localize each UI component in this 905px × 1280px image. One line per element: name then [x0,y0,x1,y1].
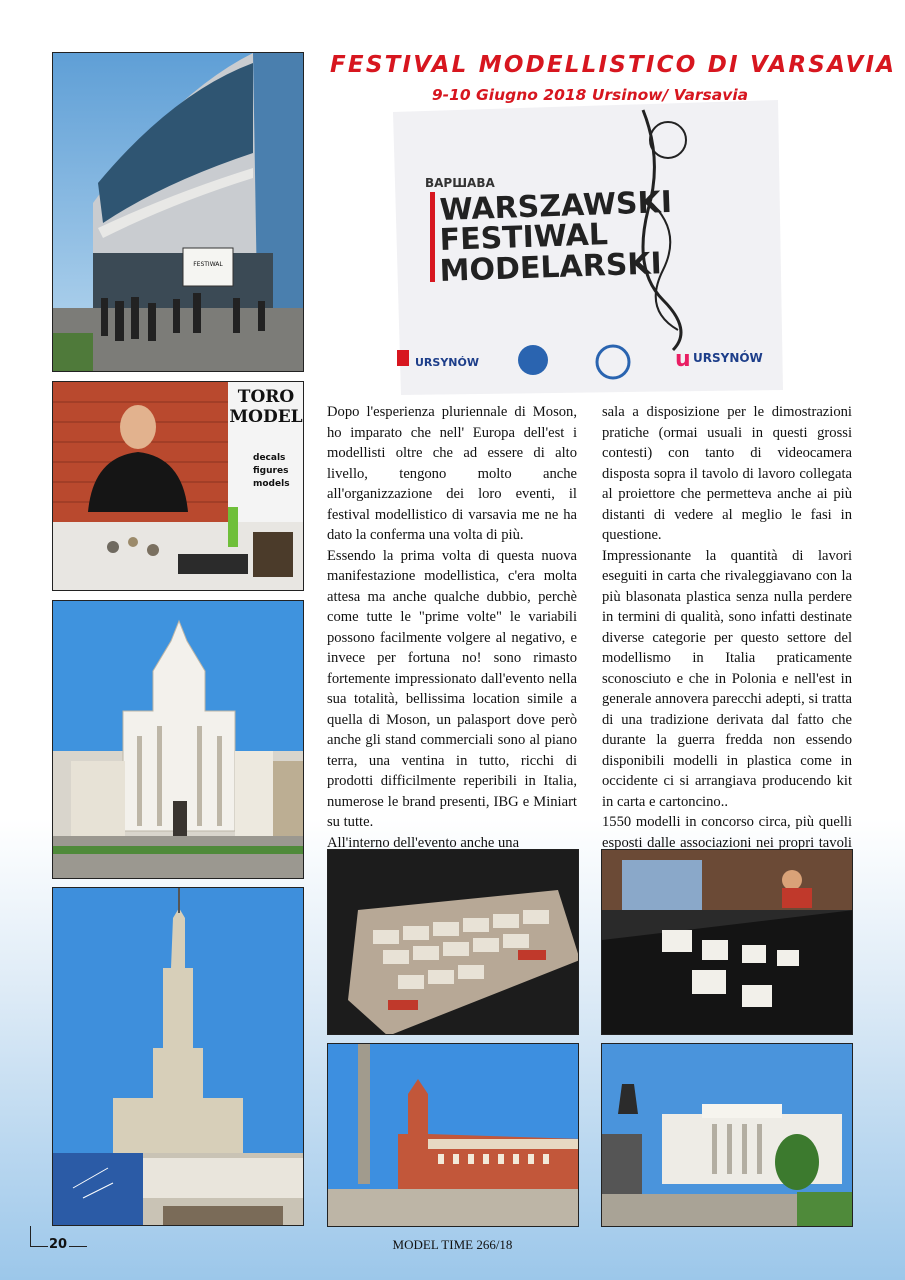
photo-royal-castle [327,1043,579,1227]
u-logo-icon: u [675,347,691,372]
paragraph: Impressionante la quantità di lavori eseguiti in carta che rivaleggiavano con la più blasonata plastica senza nulla perdere in termini di qualità, sono infatti destinate diverse categorie per questo settore del modellismo in Italia praticamente sconosciuto e che in Polonia e nell'est in generale annovera parecchi adepti, si tratta di una tradizione derivata dal fatto che durante la guerra fredda non essendo disponibili modelli in plastica come in occidente ci si arrangiava producendo kit in carta e cartoncino.. [602,547,852,810]
photo-kit-stand [327,849,579,1035]
booth-sign-title-1: TORO [237,387,295,407]
banner-line1: WARSZAWSKI [439,184,673,228]
magazine-issue: MODEL TIME 266/18 [392,1237,513,1252]
photo-toro-model-booth [52,381,304,591]
page-subtitle: 9-10 Giugno 2018 Ursinow/ Varsavia [431,86,749,104]
photo-baroque-church [52,600,304,879]
booth-sign-item: decals [253,453,286,463]
text-column-left [327,402,577,853]
photo-venue-building [52,52,304,372]
photo-contest-tables [601,849,853,1035]
text-column-right [602,402,852,874]
page-title: FESTIVAL MODELLISTICO DI VARSAVIA [330,52,897,78]
ursynow-crest-icon [397,350,409,366]
photo-palace-of-culture [52,887,304,1226]
paragraph: Dopo l'esperienza pluriennale di Moson, ho imparato che nell' Europa dell'est i modellisti oltre che ad essere di alto livello, tengono molto anche all'organizzazione dei loro eventi, il festival modellistico di varsavia me ne ha dato la conferma una volta di più. [327,404,577,543]
banner-cyrillic: ВАРШАВА [425,176,495,190]
paragraph: Essendo la prima volta di questa nuova manifestazione modellistica, c'era molta attesa ma anche qualche dubbio, perchè come tutte le "prime volte" le variabili possono facilmente volgere al negativo, e invece per fortuna no! sono rimasto fortemente impressionato dall'evento nella sua totalità, bellissima location simile a quella di Moson, un palasport dove però anche gli stand commerciali sono al piano terra, una ventina in tutto, ricchi di prodotti difficilmente reperibili in Italia, numerose le brand presenti, IBG e Miniart su tutte. [327,547,577,830]
paragraph: 1550 modelli in concorso circa, più quelli esposti dalle associazioni nei propri tavoli [602,814,852,851]
banner-line2: FESTIWAL [439,217,609,258]
svg-text:FESTIWAL: FESTIWAL [193,261,223,268]
photo-festival-banner [393,100,783,395]
club-badge-icon [518,345,548,375]
booth-sign-title-2: MODEL [229,407,303,427]
paragraph: All'interno dell'evento anche una [327,834,520,851]
banner-logo-right: URSYNÓW [693,351,763,365]
paragraph: sala a disposizione per le dimostrazioni pratiche (ormai usuali in questi grossi contesti) con tanto di videocamera disposta sopra il tavolo di lavoro collegata al proiettore che permetteva anche ai più distanti di vedere al meglio le fasi in questione. [602,404,852,543]
photo-presidential-palace [601,1043,853,1227]
banner-logo-left: URSYNÓW [415,356,479,369]
booth-sign-item: figures [253,466,289,476]
banner-line3: MODELARSKI [439,246,663,289]
booth-sign-item: models [253,479,290,489]
page-number: 20 [49,1237,68,1252]
